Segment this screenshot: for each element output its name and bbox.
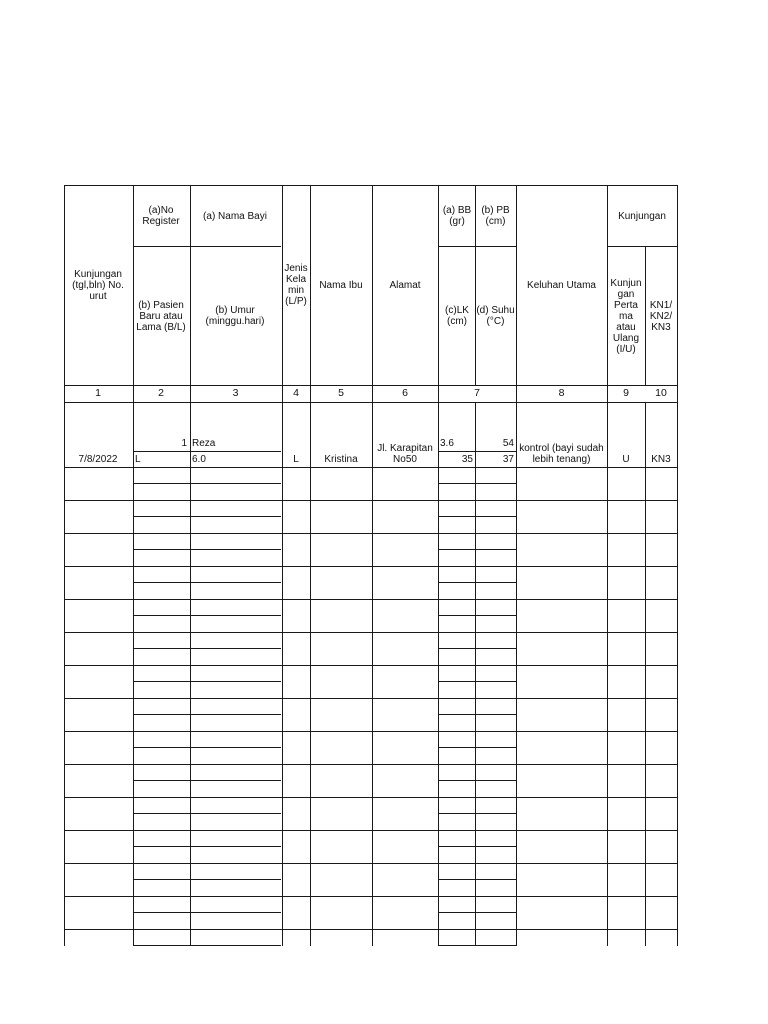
grid-line-horizontal bbox=[64, 599, 677, 600]
header-kn: KN1/ KN2/ KN3 bbox=[649, 299, 673, 333]
cell-no-register: 1 bbox=[181, 438, 187, 449]
grid-line-horizontal bbox=[133, 582, 281, 583]
grid-line-horizontal bbox=[133, 615, 281, 616]
header-nama-ibu: Nama Ibu bbox=[319, 279, 363, 291]
grid-line-horizontal bbox=[438, 615, 516, 616]
grid-line-horizontal bbox=[133, 747, 281, 748]
grid-line-horizontal bbox=[607, 246, 677, 247]
cell-pb: 54 bbox=[502, 438, 514, 449]
grid-line-horizontal bbox=[133, 912, 281, 913]
col-number-7: 7 bbox=[474, 387, 480, 399]
grid-line-horizontal bbox=[133, 648, 281, 649]
grid-line-horizontal bbox=[64, 863, 677, 864]
cell-suhu: 37 bbox=[502, 453, 514, 465]
col-number-5: 5 bbox=[338, 387, 344, 399]
grid-line-horizontal bbox=[133, 813, 281, 814]
grid-line-horizontal bbox=[64, 533, 677, 534]
grid-line-horizontal bbox=[64, 830, 677, 831]
grid-line-horizontal bbox=[64, 698, 677, 699]
grid-line-horizontal bbox=[64, 665, 677, 666]
grid-line-vertical bbox=[645, 402, 646, 946]
grid-line-vertical bbox=[677, 185, 678, 946]
grid-line-horizontal bbox=[438, 846, 516, 847]
grid-line-horizontal bbox=[64, 500, 677, 501]
grid-line-horizontal bbox=[133, 879, 281, 880]
grid-line-horizontal bbox=[133, 681, 281, 682]
grid-line-horizontal bbox=[133, 714, 281, 715]
header-suhu-unit: (°C) bbox=[486, 316, 505, 327]
cell-kn: KN3 bbox=[651, 454, 671, 465]
grid-line-horizontal bbox=[133, 246, 281, 247]
grid-line-horizontal bbox=[133, 516, 281, 517]
cell-keluhan: kontrol (bayi sudah lebih tenang) bbox=[519, 443, 604, 465]
header-bb: (a) BB (gr) bbox=[442, 205, 472, 227]
header-umur: (b) Umur (minggu.hari) bbox=[205, 305, 265, 327]
grid-line-horizontal bbox=[438, 780, 516, 781]
col-number-8: 8 bbox=[558, 387, 565, 399]
cell-alamat: Jl. Karapitan No50 bbox=[377, 443, 433, 465]
cell-umur: 6.0 bbox=[192, 453, 206, 465]
grid-line-horizontal bbox=[438, 912, 516, 913]
grid-line-horizontal bbox=[64, 566, 677, 567]
header-kunjungan-group: Kunjungan bbox=[618, 210, 666, 222]
grid-line-horizontal bbox=[438, 879, 516, 880]
header-pertama-ulang: Kunjun gan Perta ma atau Ulang (I/U) bbox=[610, 277, 642, 355]
grid-line-horizontal bbox=[133, 549, 281, 550]
grid-line-horizontal bbox=[438, 747, 516, 748]
col-number-6: 6 bbox=[402, 387, 408, 399]
col-number-10: 10 bbox=[655, 387, 667, 399]
cell-nama-bayi: Reza bbox=[192, 438, 216, 449]
grid-line-horizontal bbox=[438, 582, 516, 583]
cell-lk: 35 bbox=[461, 453, 473, 465]
grid-line-horizontal bbox=[64, 929, 677, 930]
grid-line-horizontal bbox=[438, 681, 516, 682]
header-lk: (c)LK (cm) bbox=[445, 305, 469, 327]
grid-line-horizontal bbox=[438, 648, 516, 649]
grid-line-horizontal bbox=[64, 797, 677, 798]
header-no-register: (a)No Register bbox=[142, 205, 180, 227]
grid-line-horizontal bbox=[438, 516, 516, 517]
grid-line-horizontal bbox=[438, 945, 516, 946]
col-number-2: 2 bbox=[158, 387, 164, 399]
cell-pasien: L bbox=[135, 453, 141, 465]
cell-kunjungan: U bbox=[622, 454, 630, 465]
grid-line-horizontal bbox=[438, 714, 516, 715]
grid-line-horizontal bbox=[438, 813, 516, 814]
grid-line-horizontal bbox=[64, 896, 677, 897]
grid-line-horizontal bbox=[64, 731, 677, 732]
header-alamat: Alamat bbox=[389, 279, 421, 291]
col-number-9: 9 bbox=[623, 387, 629, 399]
grid-line-horizontal bbox=[133, 780, 281, 781]
header-nama-bayi: (a) Nama Bayi bbox=[203, 210, 267, 222]
grid-line-horizontal bbox=[438, 246, 516, 247]
cell-tanggal: 7/8/2022 bbox=[78, 454, 118, 465]
grid-line-horizontal bbox=[133, 945, 281, 946]
grid-line-horizontal bbox=[133, 483, 281, 484]
col-number-3: 3 bbox=[232, 387, 239, 399]
header-pasien-baru-lama: (b) Pasien Baru atau Lama (B/L) bbox=[136, 299, 186, 333]
header-jenis-kelamin: Jenis Kela min (L/P) bbox=[284, 263, 308, 307]
grid-line-horizontal bbox=[64, 467, 677, 468]
cell-bb: 3.6 bbox=[440, 438, 454, 449]
header-pb: (b) PB (cm) bbox=[481, 205, 510, 227]
grid-line-horizontal bbox=[64, 632, 677, 633]
header-keluhan-utama: Keluhan Utama bbox=[527, 279, 596, 291]
cell-jenis-kelamin: L bbox=[293, 454, 299, 465]
grid-line-horizontal bbox=[64, 764, 677, 765]
header-suhu bbox=[476, 248, 515, 384]
col-number-1: 1 bbox=[95, 387, 101, 399]
grid-line-horizontal bbox=[133, 846, 281, 847]
grid-line-horizontal bbox=[438, 549, 516, 550]
col-number-4: 4 bbox=[293, 387, 299, 399]
grid-line-horizontal bbox=[438, 483, 516, 484]
header-kunjungan-no-urut: Kunjungan (tgl,bln) No. urut bbox=[72, 268, 124, 302]
header-suhu-label: (d) Suhu bbox=[476, 305, 515, 316]
cell-nama-ibu: Kristina bbox=[324, 454, 358, 465]
